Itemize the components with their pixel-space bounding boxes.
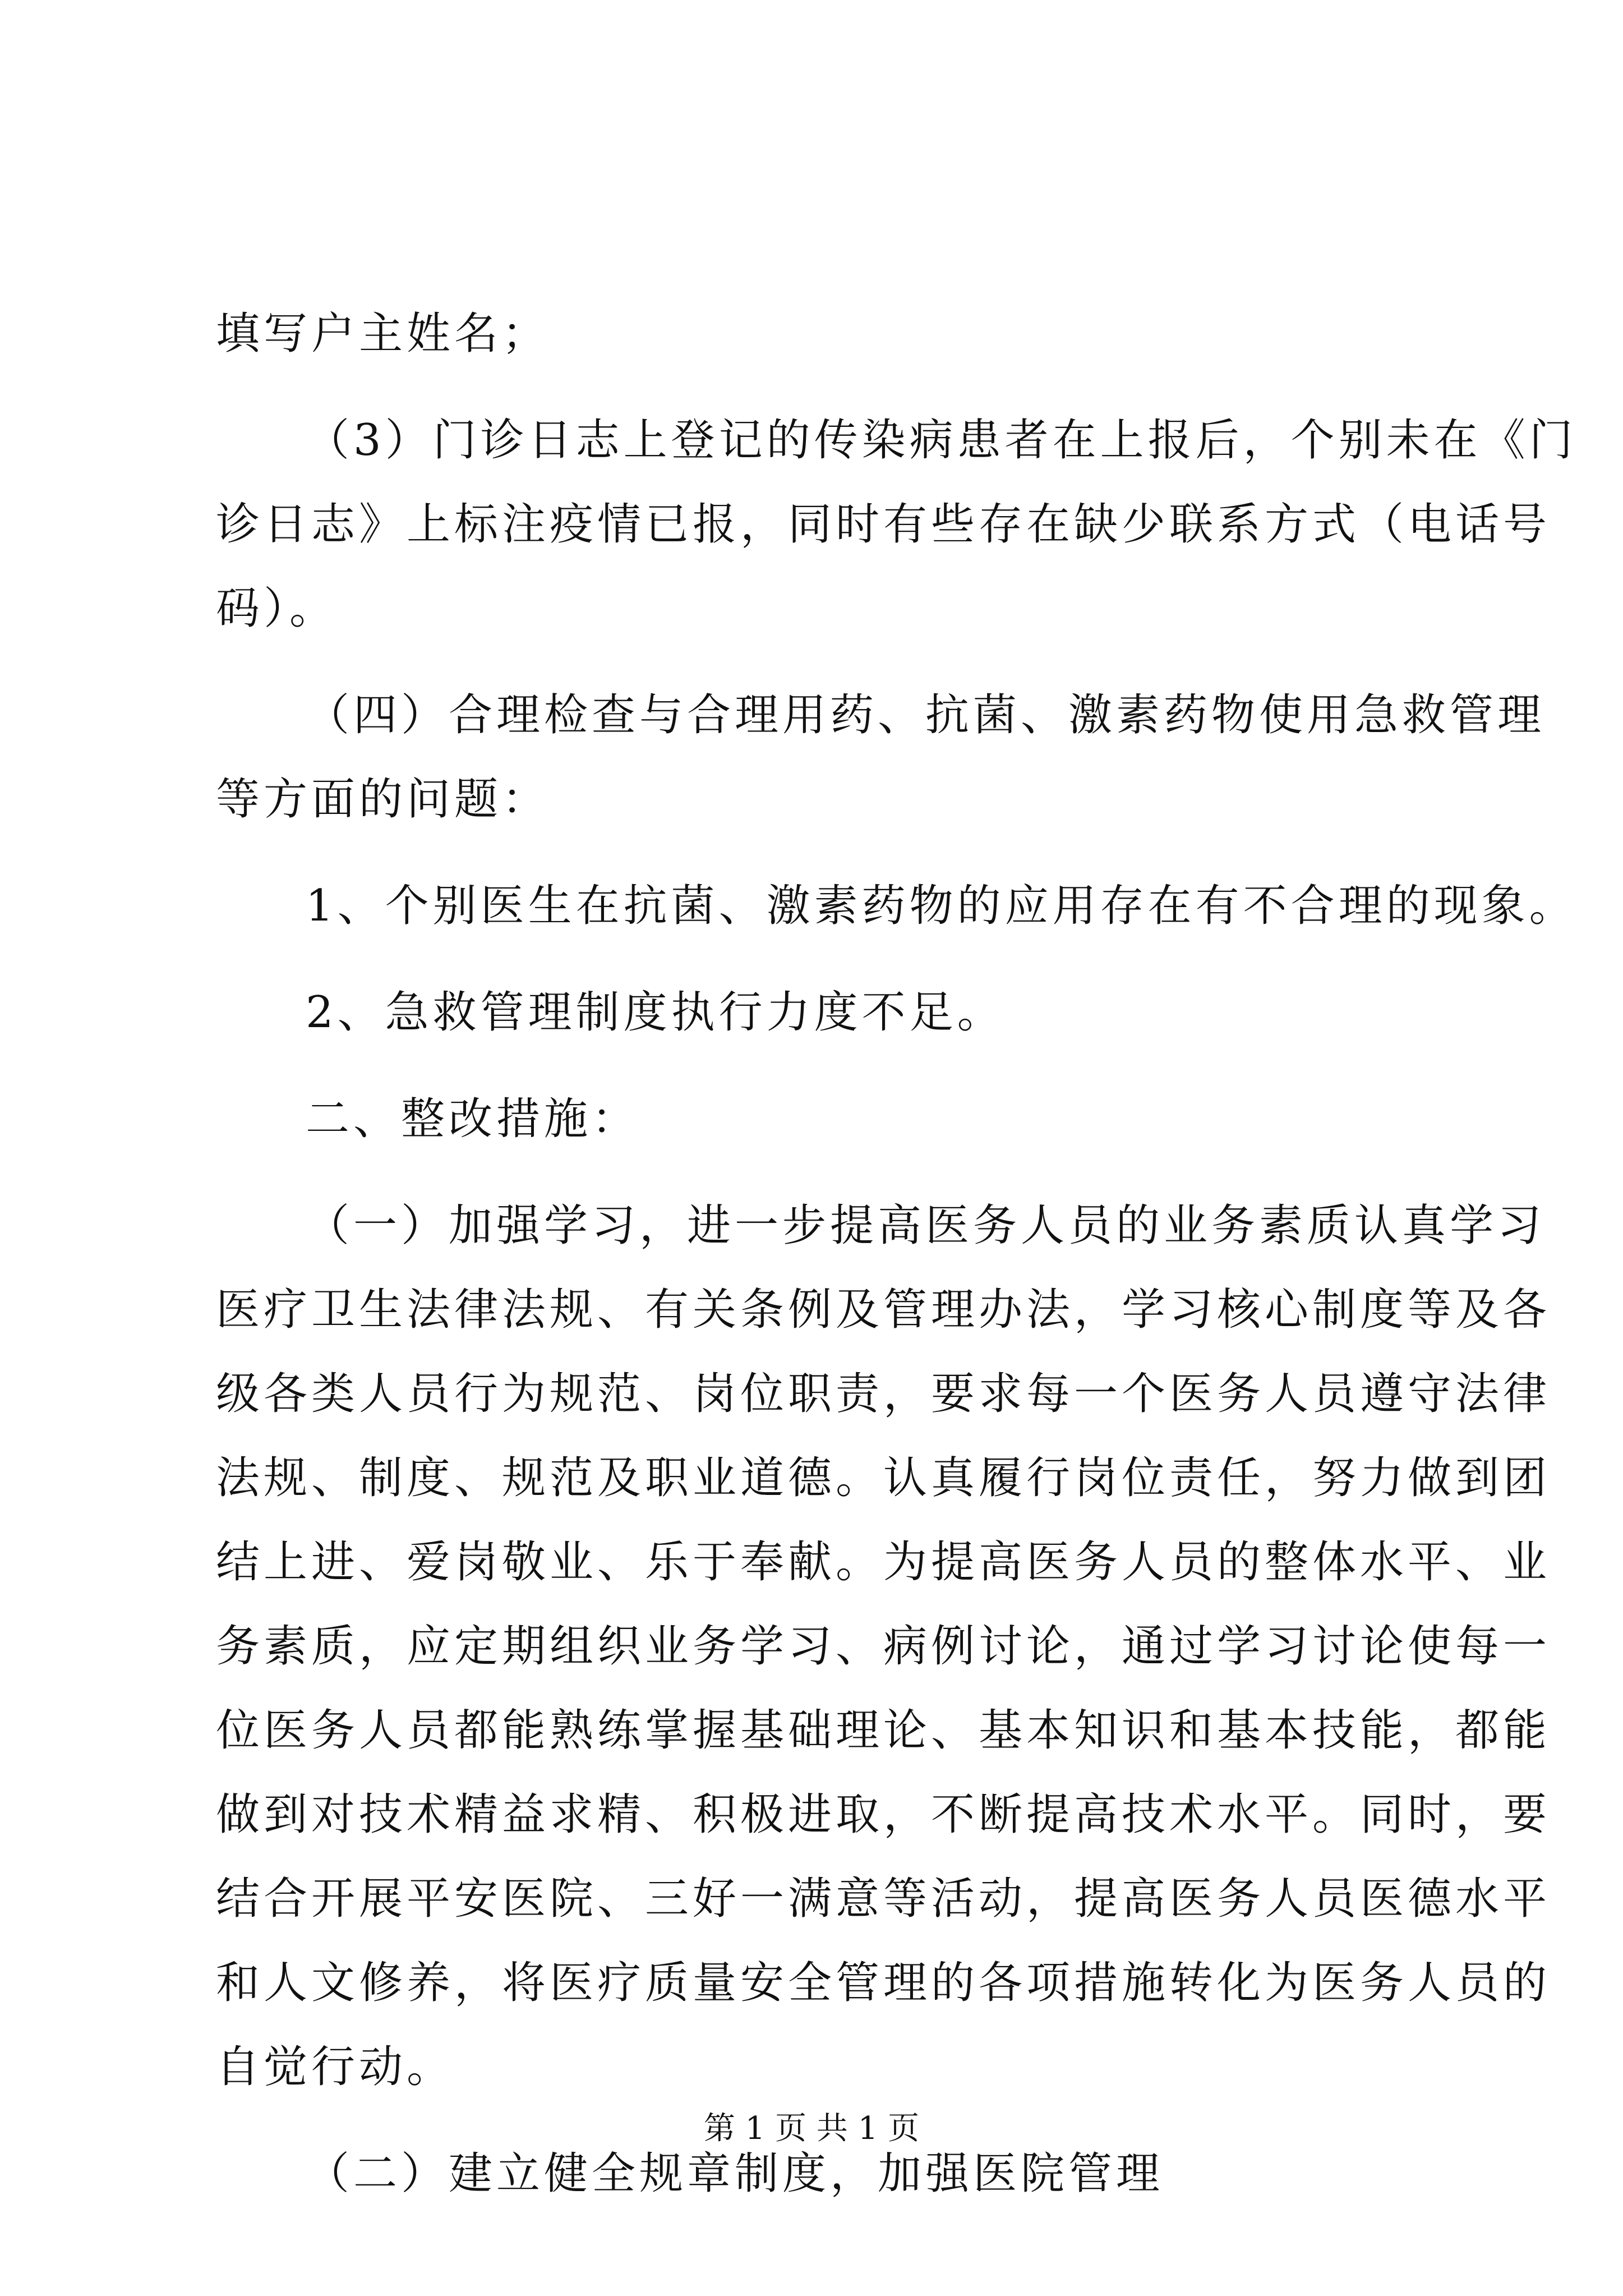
text-line: （一）加强学习，进一步提高医务人员的业务素质认真学习 — [306, 1200, 1546, 1251]
text-line: 医疗卫生法律法规、有关条例及管理办法，学习核心制度等及各 — [216, 1285, 1551, 1335]
text-line: （3）门诊日志上登记的传染病患者在上报后，个别未在《门 — [306, 415, 1577, 466]
document-body — [216, 292, 1577, 2216]
text-line: 2、急救管理制度执行力度不足。 — [306, 987, 1005, 1038]
text-line: 位医务人员都能熟练掌握基础理论、基本知识和基本技能，都能 — [216, 1705, 1551, 1756]
text-line: 码）。 — [216, 583, 338, 634]
text-line: （二）建立健全规章制度，加强医院管理 — [306, 2148, 1164, 2199]
text-line: 等方面的问题： — [216, 774, 550, 825]
text-line: 二、整改措施： — [306, 1094, 640, 1144]
text-line: 诊日志》上标注疫情已报，同时有些存在缺少联系方式（电话号 — [216, 499, 1551, 550]
page-footer: 第 1 页 共 1 页 — [703, 2110, 920, 2147]
text-line: 自觉行动。 — [216, 2042, 455, 2092]
text-line: 填写户主姓名； — [216, 309, 550, 359]
text-line: 法规、制度、规范及职业道德。认真履行岗位责任，努力做到团 — [216, 1453, 1551, 1503]
text-line: （四）合理检查与合理用药、抗菌、激素药物使用急救管理 — [306, 690, 1546, 740]
text-line: 和人文修养，将医疗质量安全管理的各项措施转化为医务人员的 — [216, 1958, 1551, 2008]
text-line: 级各类人员行为规范、岗位职责，要求每一个医务人员遵守法律 — [216, 1369, 1551, 1419]
text-line: 结上进、爱岗敬业、乐于奉献。为提高医务人员的整体水平、业 — [216, 1537, 1551, 1588]
text-line: 做到对技术精益求精、积极进取，不断提高技术水平。同时，要 — [216, 1789, 1551, 1840]
text-line: 1、个别医生在抗菌、激素药物的应用存在有不合理的现象。 — [306, 881, 1577, 931]
text-line: 结合开展平安医院、三好一满意等活动，提高医务人员医德水平 — [216, 1874, 1551, 1924]
text-line: 务素质，应定期组织业务学习、病例讨论，通过学习讨论使每一 — [216, 1621, 1551, 1672]
